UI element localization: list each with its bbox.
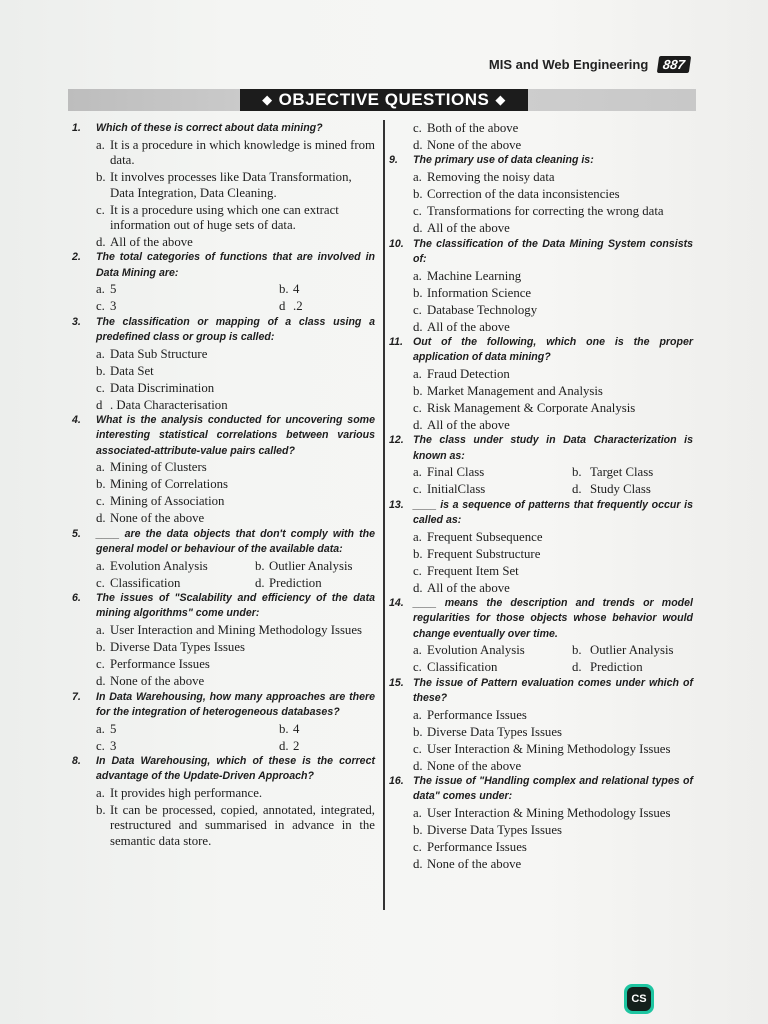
option-letter: d. [413,221,423,236]
option [70,203,375,234]
option-letter: c. [96,575,105,590]
option [568,482,651,497]
option [253,559,353,574]
option-letter: b. [413,187,423,202]
option-text: Correction of the data inconsistencies [427,187,620,202]
option-text: Classification [427,660,498,675]
question-text: The primary use of data cleaning is: [413,154,594,167]
question-8-continued [387,121,693,153]
option [387,221,693,236]
option [387,320,693,335]
question-text: What is the analysis conducted for uncovering some interesting statistical correlations between various associated-attribute-value pairs called? [96,414,375,457]
option-letter: c. [413,741,422,756]
option [387,121,693,136]
option-letter: a. [413,465,422,480]
option-row [70,720,375,737]
question-number: 12. [389,434,404,447]
option-letter: a. [413,806,422,821]
option [568,465,653,480]
option-text: None of the above [427,857,522,872]
option-letter: a. [96,721,105,736]
page-number: 887 [657,56,691,73]
option-letter: c. [96,202,105,217]
option-letter: d. [96,511,106,526]
question-15 [387,676,693,774]
option [387,581,693,596]
option-text: Prediction [590,660,643,675]
option [387,806,693,821]
question-stem [70,315,375,345]
option-letter: a. [413,170,422,185]
question-4 [70,413,375,527]
option-text: Performance Issues [110,657,210,672]
option-letter: b. [96,477,106,492]
option-letter: c. [96,299,105,314]
question-text: ____ is a sequence of patterns that frequently occur is called as: [413,498,693,527]
option-letter: a. [413,643,422,658]
objective-questions-banner [68,89,696,111]
option [387,643,568,658]
question-16 [387,774,693,872]
option [568,643,674,658]
option [70,364,375,379]
option [387,204,693,219]
option-text: None of the above [427,758,522,773]
option-text: Classification [110,575,181,590]
question-stem [70,121,375,136]
option [70,381,375,396]
option [70,739,253,754]
option [387,742,693,757]
question-text: Out of the following, which one is the proper application of data mining? [413,336,693,364]
question-13 [387,498,693,596]
option-text: Frequent Item Set [427,563,519,578]
option-text: Target Class [590,465,654,480]
option-text: Evolution Analysis [427,643,525,658]
option [387,547,693,562]
option-text: 3 [110,299,117,314]
option-text: 3 [110,738,117,753]
option [70,138,375,169]
option-letter: d. [413,758,423,773]
option-text: Fraud Detection [427,367,510,382]
question-9 [387,153,693,236]
option [70,347,375,362]
question-number: 2. [72,251,81,264]
question-5 [70,527,375,591]
option-text: None of the above [427,138,522,152]
option [568,660,643,675]
question-7 [70,690,375,754]
option-row [70,557,375,574]
question-stem [387,153,693,168]
option-text: All of the above [427,418,510,433]
option-letter: a. [96,558,105,573]
option-row [70,281,375,298]
option-text: It provides high performance. [110,786,263,801]
option-letter: b. [96,640,106,655]
option-letter: d. [413,857,423,872]
question-stem [387,596,693,642]
question-number: 7. [72,690,81,703]
question-number: 8. [72,755,81,768]
option-text: 5 [110,282,117,297]
option [253,722,299,737]
option-text: Mining of Clusters [110,460,207,475]
option [387,170,693,185]
option-text: Evolution Analysis [110,558,208,573]
option-letter: c. [96,657,105,672]
option-letter: b. [96,363,106,378]
option [387,857,693,872]
question-text: The issues of "Scalability and efficiency of the data mining algorithms" come under: [96,592,375,620]
option [387,138,693,153]
option [70,640,375,655]
question-stem [70,754,375,784]
question-text: The issue of "Handling complex and relational types of data" comes under: [413,775,693,803]
option-text: Diverse Data Types Issues [427,823,562,838]
option [70,674,375,689]
question-12 [387,433,693,497]
option [387,269,693,284]
option-letter: d. [96,674,106,689]
option-row [387,642,693,659]
question-stem [70,690,375,720]
option-letter: a. [413,268,422,283]
page-header [489,56,690,73]
option [70,559,253,574]
question-6 [70,591,375,689]
option [70,235,375,250]
option-row [70,737,375,754]
option [387,367,693,382]
question-text: In Data Warehousing, which of these is the correct advantage of the Update-Driven Approach? [96,755,375,783]
option [70,494,375,509]
option-text: Performance Issues [427,840,527,855]
option-text: Information Science [427,285,532,300]
question-text: The issue of Pattern evaluation comes under which of these? [413,676,693,705]
option-text: . Data Characterisation [110,397,228,412]
question-number: 16. [389,775,404,788]
option-text: 2 [293,738,300,753]
option-letter: a. [413,707,422,722]
question-stem [387,498,693,528]
option-letter: d. [96,235,106,250]
option [387,187,693,202]
option-text: Risk Management & Corporate Analysis [427,401,636,416]
option [387,725,693,740]
option-text: InitialClass [427,482,486,497]
question-number: 15. [389,676,404,689]
option-letter: d. [572,660,582,675]
option-letter: c. [413,302,422,317]
option-letter: a. [413,367,422,382]
option [70,576,253,591]
option-letter: c. [413,121,422,135]
option-text: 4 [293,721,300,736]
option-text: Both of the above [427,121,519,135]
question-number: 6. [72,592,81,605]
option [253,739,299,754]
option-text: Frequent Subsequence [427,529,543,544]
column-divider [383,120,385,910]
option-text: Transformations for correcting the wrong data [427,204,664,219]
option-letter: b. [572,643,582,658]
question-stem [70,250,375,280]
option-text: It is a procedure using which one can extract information out of huge sets of data. [110,202,339,233]
left-column [70,121,375,849]
option-text: User Interaction and Mining Methodology Issues [110,623,362,638]
option-text: User Interaction & Mining Methodology Issues [427,741,671,756]
option-text: None of the above [110,674,205,689]
option [387,823,693,838]
option-letter: c. [413,482,422,497]
question-text: Which of these is correct about data mining? [96,122,323,134]
option [70,657,375,672]
option [70,722,253,737]
option-letter: b. [279,282,289,297]
option-letter: d. [413,580,423,595]
option-text: Data Sub Structure [110,346,208,361]
option-letter: b. [96,803,106,818]
option [387,418,693,433]
option-text: Data Discrimination [110,380,215,395]
question-text: In Data Warehousing, how many approaches are there for the integration of heterogeneous databases? [96,690,375,718]
option [387,286,693,301]
option-text: All of the above [427,580,510,595]
option-letter: a. [96,460,105,475]
option-text: All of the above [427,319,510,334]
option-letter: a. [96,623,105,638]
option-letter: c. [96,738,105,753]
option-row [70,574,375,591]
question-14 [387,596,693,676]
option-letter: d. [572,482,582,497]
option-text: Frequent Substructure [427,546,541,561]
option-text: 5 [110,721,117,736]
camscanner-logo-icon [624,984,654,1014]
question-number: 4. [72,414,81,427]
option [70,398,375,413]
option-letter: c. [413,401,422,416]
option-text: Diverse Data Types Issues [427,724,562,739]
question-text: ____ are the data objects that don't comply with the general model or behaviour of the available data: [96,527,375,556]
option-row [70,298,375,315]
option [387,465,568,480]
option-letter: a. [96,137,105,152]
option-letter: a. [96,346,105,361]
option-letter: d. [413,138,423,152]
question-text: The classification or mapping of a class using a predefined class or group is called: [96,315,375,344]
option-letter: c. [96,380,105,395]
option [253,299,303,314]
option-letter: b. [96,170,106,185]
option-row [387,659,693,676]
question-number: 13. [389,498,404,511]
option-text: Final Class [427,465,485,480]
question-text: The class under study in Data Characterization is known as: [413,434,693,462]
question-number: 14. [389,597,404,610]
option-letter: b. [279,721,289,736]
option [253,576,322,591]
question-1 [70,121,375,250]
option [70,803,375,849]
question-number: 1. [72,122,81,134]
option-text: Market Management and Analysis [427,384,603,399]
option-row [387,481,693,498]
question-number: 5. [72,527,81,540]
option [387,708,693,723]
option-text: Outlier Analysis [590,643,674,658]
right-column [387,121,693,873]
option-letter: c. [96,494,105,509]
question-number: 9. [389,154,398,167]
question-2 [70,250,375,314]
option-letter: c. [413,204,422,219]
question-number: 3. [72,315,81,328]
option [70,282,253,297]
option-row [387,464,693,481]
option [70,623,375,638]
question-stem [70,413,375,459]
option [387,660,568,675]
banner-title-box [240,89,528,111]
option [70,477,375,492]
option-letter: c. [413,563,422,578]
option-text: Outlier Analysis [269,558,353,573]
question-text: The classification of the Data Mining System consists of: [413,237,693,265]
option-text: User Interaction & Mining Methodology Issues [427,806,671,821]
option-letter: d. [413,418,423,433]
question-3 [70,315,375,413]
question-text: ____ means the description and trends or model regularities for those objects whose behavior would change eventually over time. [413,597,693,640]
option-letter: a. [96,786,105,801]
option-letter: a. [96,282,105,297]
option [387,840,693,855]
camscanner-logo-text: CS [627,987,651,1011]
option-letter: a. [413,529,422,544]
diamond-icon: ◆ [495,92,506,107]
option [70,511,375,526]
banner-title: OBJECTIVE QUESTIONS [278,90,490,109]
question-stem [387,237,693,267]
option-text: Data Set [110,363,154,378]
option-text: Removing the noisy data [427,170,555,185]
option-text: Database Technology [427,302,538,317]
option [387,482,568,497]
option-text: Mining of Association [110,494,225,509]
option-letter: d [279,299,286,314]
option-letter: d. [279,738,289,753]
option-letter: b. [413,546,423,561]
option [387,303,693,318]
option [387,759,693,774]
option-text: All of the above [110,235,193,250]
option [70,786,375,801]
option-letter: b. [413,285,423,300]
option-text: Study Class [590,482,651,497]
option [70,170,375,201]
option-letter: b. [413,823,423,838]
option-letter: d [96,397,103,412]
option [387,530,693,545]
option [253,282,299,297]
option [387,564,693,579]
option [70,460,375,475]
option-text: None of the above [110,511,205,526]
option [70,299,253,314]
question-stem [70,591,375,621]
option [387,401,693,416]
option-text: Mining of Correlations [110,477,229,492]
option-letter: b. [413,724,423,739]
running-title: MIS and Web Engineering [488,57,649,72]
question-stem [387,676,693,706]
question-stem [387,335,693,365]
option-text: It is a procedure in which knowledge is mined from data. [110,137,375,168]
option-text: 4 [293,282,300,297]
option-letter: d. [413,319,423,334]
option-text: All of the above [427,221,510,236]
question-stem [387,433,693,463]
option-text: Diverse Data Types Issues [110,640,245,655]
option-text: It can be processed, copied, annotated, integrated, restructured and summarised in advance in the semantic data store. [110,803,375,848]
option-text: Prediction [269,575,322,590]
option-letter: c. [413,660,422,675]
option-text: It involves processes like Data Transformation, Data Integration, Data Cleaning. [110,170,352,200]
question-number: 11. [389,336,403,349]
option-text: Machine Learning [427,268,522,283]
option-letter: d. [255,575,265,590]
question-text: The total categories of functions that are involved in Data Mining are: [96,251,375,279]
option-text: .2 [293,299,303,314]
option [387,384,693,399]
question-11 [387,335,693,433]
question-stem [70,527,375,557]
question-number: 10. [389,237,404,250]
option-letter: b. [572,465,582,480]
diamond-icon: ◆ [262,92,273,107]
question-8 [70,754,375,849]
question-10 [387,237,693,335]
option-letter: b. [413,384,423,399]
option-letter: c. [413,840,422,855]
option-text: Performance Issues [427,707,527,722]
question-stem [387,774,693,804]
option-letter: b. [255,558,265,573]
